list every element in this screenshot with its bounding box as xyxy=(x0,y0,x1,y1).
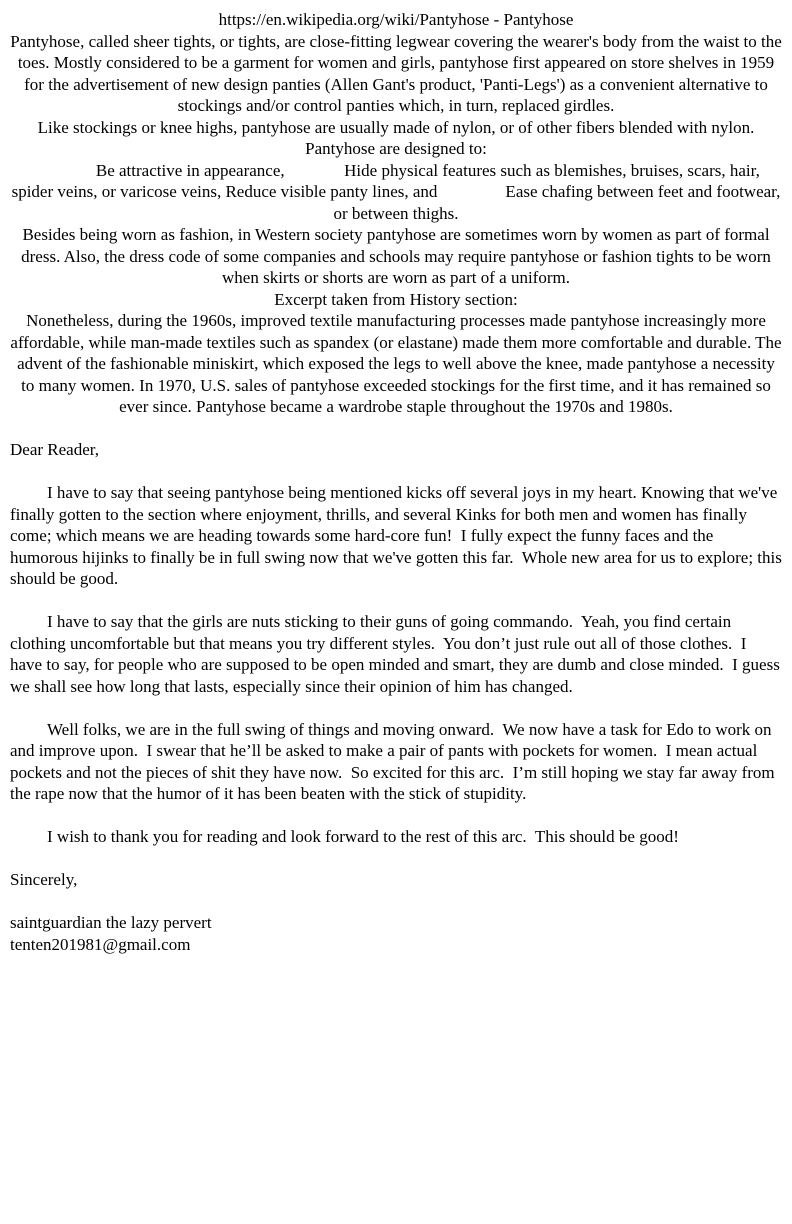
letter-paragraph: I have to say that the girls are nuts sticking to their guns of going commando. Yeah, you find certain clothing uncomfortable but that means you try different styles. You don’t just rule out all of those clothes. I have to say, for people who are supposed to be open minded and smart, they are dumb and close minded. I guess we shall see how long that lasts, especially since their opinion of him has changed. xyxy=(10,612,785,696)
letter-paragraph: Well folks, we are in the full swing of things and moving onward. We now have a task for Edo to work on and improve upon. I swear that he’ll be asked to make a pair of pants with pockets for women. I mean actual pockets and not the pieces of shit they have now. So excited for this arc. I’m still hoping we stay far away from the rape now that the humor of it has been beaten with the stick of stupidity. xyxy=(10,719,779,803)
signature-name: saintguardian the lazy pervert xyxy=(10,913,212,932)
wiki-paragraph: Be attractive in appearance, Hide physical features such as blemishes, bruises, scars, hair, spider veins, or varicose veins, Reduce visible panty lines, and Ease chafing between feet and footwear, or between thighs. xyxy=(11,160,785,223)
wiki-excerpt-section xyxy=(10,9,787,418)
wiki-paragraph: Nonetheless, during the 1960s, improved textile manufacturing processes made pantyhose increasingly more affordable, while man-made textiles such as spandex (or elastane) made them more comfortable and durable. The advent of the fashionable miniskirt, which exposed the legs to well above the knee, made pantyhose a necessity to many women. In 1970, U.S. sales of pantyhose exceeded stockings for the first time, and it has remained so ever since. Pantyhose became a wardrobe staple throughout the 1970s and 1980s. xyxy=(10,311,786,416)
letter-closing: Sincerely, xyxy=(10,870,78,889)
wiki-paragraph: Like stockings or knee highs, pantyhose are usually made of nylon, or of other fibers blended with nylon. xyxy=(37,117,755,137)
wiki-paragraph: Pantyhose are designed to: xyxy=(305,139,487,158)
wiki-paragraph: Excerpt taken from History section: xyxy=(274,289,518,309)
wiki-paragraph: Besides being worn as fashion, in Western society pantyhose are sometimes worn by women as part of formal dress. Also, the dress code of some companies and schools may require pantyhose or fashion tights to be worn when skirts or shorts are worn as part of a uniform. xyxy=(21,225,776,287)
signature-email: tenten201981@gmail.com xyxy=(10,934,191,954)
letter-paragraph: I wish to thank you for reading and look forward to the rest of this arc. This should be good! xyxy=(47,827,679,846)
letter-section xyxy=(10,439,787,955)
letter-salutation: Dear Reader, xyxy=(10,440,99,459)
signature-block xyxy=(10,912,782,955)
wiki-paragraph: Pantyhose, called sheer tights, or tights, are close-fitting legwear covering the wearer's body from the waist to the toes. Mostly considered to be a garment for women and girls, pantyhose first appeared on store shelves in 1959 for the advertisement of new design panties (Allen Gant's product, 'Panti-Legs') as a convenient alternative to stockings and/or control panties which, in turn, replaced girdles. xyxy=(10,31,787,115)
letter-paragraph: I have to say that seeing pantyhose being mentioned kicks off several joys in my heart. Knowing that we've finally gotten to the section where enjoyment, thrills, and several Kinks for both men and women has finally come; which means we are heading towards some hard-core fun! I fully expect the funny faces and the humorous hijinks to finally be in full swing now that we've gotten this far. Whole new area for us to explore; this should be good. xyxy=(10,483,787,588)
document-source-line: https://en.wikipedia.org/wiki/Pantyhose - Pantyhose xyxy=(218,10,574,29)
